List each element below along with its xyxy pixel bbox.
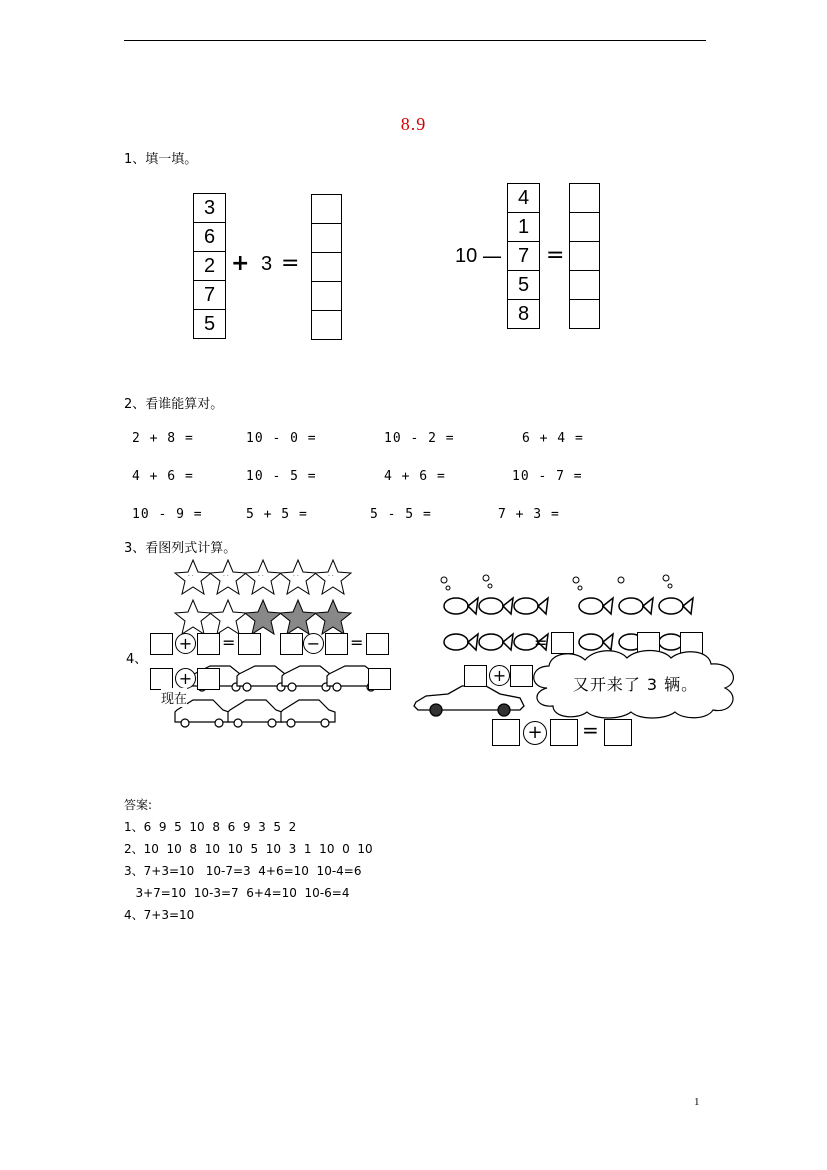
svg-text:· ·: · · (188, 573, 194, 580)
answer-box[interactable] (570, 270, 599, 299)
answer-box[interactable] (312, 223, 341, 252)
fish-group (444, 598, 548, 650)
answer-box[interactable] (312, 310, 341, 339)
q1-right-column (507, 183, 540, 329)
equals-sign: = (582, 718, 599, 742)
problem: 2 + 8 = (132, 431, 194, 446)
page-number: 1 (694, 1096, 700, 1108)
answers-section (124, 794, 373, 926)
car-icon (228, 700, 282, 727)
q1-right-cell: 8 (508, 299, 539, 328)
page-title: 8.9 (400, 114, 427, 134)
answer-box[interactable] (368, 668, 391, 690)
answer-box[interactable] (312, 252, 341, 281)
answer-line: 3+7=10 10-3=7 6+4=10 10-6=4 (124, 886, 350, 900)
q1-left-cell: 7 (194, 280, 225, 309)
q1-right-cell: 4 (517, 186, 530, 209)
q3-label: 3、看图列式计算。 (124, 541, 237, 556)
problem: 10 - 0 = (246, 431, 317, 446)
star-icon (175, 600, 211, 634)
shaded-star-icon (280, 600, 316, 634)
answer-box[interactable] (312, 281, 341, 310)
equals-sign: = (534, 633, 548, 652)
header-rule (124, 40, 706, 41)
car-icon (281, 700, 335, 727)
q1-label: 1、填一填。 (124, 152, 198, 167)
plus-circle: + (175, 633, 196, 654)
answer-box[interactable] (325, 633, 348, 655)
answer-box[interactable] (366, 633, 389, 655)
answer-box[interactable] (464, 665, 487, 687)
answer-line: 3、7+3=10 10-7=3 4+6=10 10-4=6 (124, 864, 362, 878)
svg-text:· ·: · · (223, 573, 229, 580)
shaded-star-icon (245, 600, 281, 634)
problem: 10 - 9 = (132, 507, 203, 522)
problem: 4 + 6 = (384, 469, 446, 484)
problem: 6 + 4 = (522, 431, 584, 446)
plus-circle: + (175, 668, 196, 689)
q1-left-answer-column[interactable] (311, 194, 342, 340)
answer-box[interactable] (550, 719, 578, 746)
q1-left-cell: 2 (194, 251, 225, 280)
answer-box[interactable] (570, 184, 599, 212)
q1-right-answer-column[interactable] (569, 183, 600, 329)
plus-circle: + (489, 665, 510, 686)
problem: 10 - 2 = (384, 431, 455, 446)
q1-left-cell: 3 (203, 196, 216, 219)
problem: 7 + 3 = (498, 507, 560, 522)
q1-equals-right: = (546, 243, 565, 268)
equals-sign: = (222, 633, 236, 652)
problem: 5 + 5 = (246, 507, 308, 522)
stars-illustration (170, 558, 360, 644)
q1-minuend: 10 (455, 245, 478, 267)
problem: 10 - 5 = (246, 469, 317, 484)
answer-box[interactable] (570, 241, 599, 270)
answer-box[interactable] (570, 212, 599, 241)
svg-text:· ·: · · (328, 573, 334, 580)
shaded-star-icon (315, 600, 351, 634)
q1-left-column (193, 193, 226, 339)
q1-right-cell: 5 (508, 270, 539, 299)
answer-line: 1、6 9 5 10 8 6 9 3 5 2 (124, 820, 297, 834)
answer-box[interactable] (150, 668, 173, 690)
answer-box[interactable] (197, 668, 220, 690)
svg-text:· ·: · · (293, 573, 299, 580)
plus-circle: + (523, 721, 547, 745)
q1-left-cell: 6 (194, 222, 225, 251)
q1-right-cell: 7 (508, 241, 539, 270)
problem: 4 + 6 = (132, 469, 194, 484)
q1-equals-left: = (281, 251, 300, 276)
cloud-text: 又开来了 3 辆。 (572, 675, 699, 694)
q1-left-cell: 5 (194, 309, 225, 338)
svg-text:· ·: · · (258, 573, 264, 580)
q4-label: 4、 (126, 652, 148, 667)
answer-box[interactable] (280, 633, 303, 655)
answer-box[interactable] (150, 633, 173, 655)
car-icon (412, 682, 528, 718)
equals-sign: = (350, 633, 364, 652)
answer-box[interactable] (312, 195, 341, 223)
fish-group (579, 598, 693, 650)
answer-box[interactable] (492, 719, 520, 746)
answer-box[interactable] (197, 633, 220, 655)
answers-heading: 答案: (124, 798, 153, 812)
problem: 10 - 7 = (512, 469, 583, 484)
answer-line: 2、10 10 8 10 10 5 10 3 1 10 0 10 (124, 842, 373, 856)
answer-box[interactable] (570, 299, 599, 328)
problem: 5 - 5 = (370, 507, 432, 522)
minus-circle: − (303, 633, 324, 654)
q1-operand: 3 (261, 253, 273, 275)
answer-box[interactable] (238, 633, 261, 655)
answer-box[interactable] (604, 719, 632, 746)
q2-label: 2、看谁能算对。 (124, 397, 224, 412)
star-icon (210, 600, 246, 634)
now-label: 现在 (161, 688, 187, 707)
answer-line: 4、7+3=10 (124, 908, 195, 922)
q1-minus-sign: — (482, 244, 502, 268)
q1-right-cell: 1 (508, 212, 539, 241)
q1-plus-sign: + (231, 251, 250, 276)
